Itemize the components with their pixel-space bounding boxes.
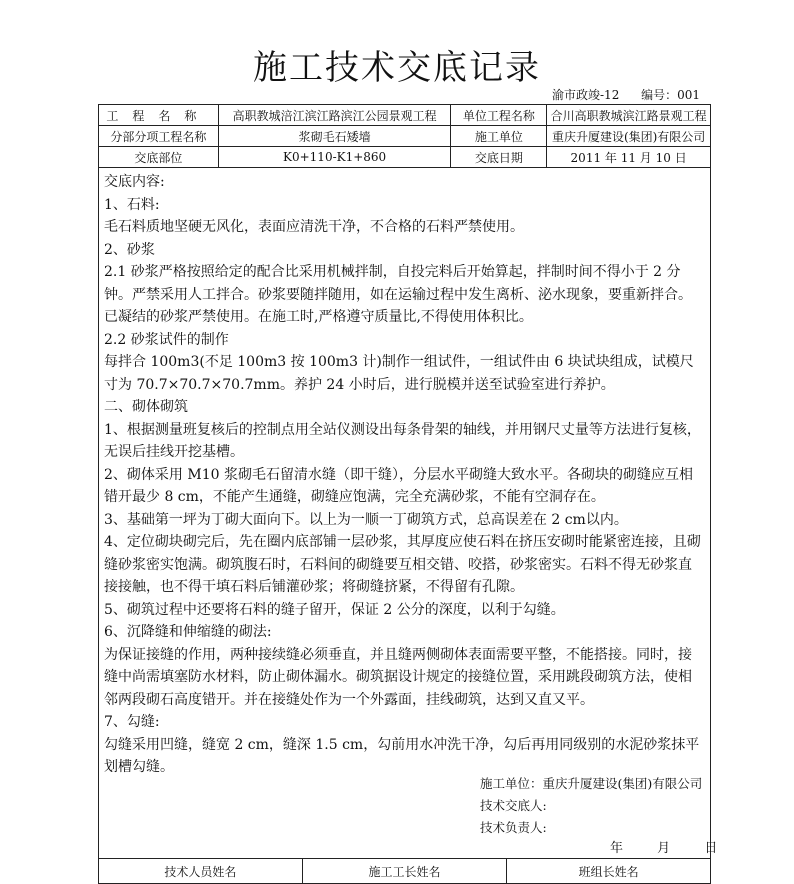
contractor-label: 施工单位 — [451, 126, 547, 147]
signature-block — [480, 773, 702, 839]
content-line: 1、石料: — [104, 196, 160, 213]
content-line: 2、砌体采用 M10 浆砌毛石留清水缝（即干缝），分层水平砌缝大致水平。各砌块的砌缝应互相错开最少 8 cm，不能产生通缝，砌缝应饱满，完全充满砂浆，不能有空洞存在。 — [104, 466, 693, 505]
project-name-value: 高职教城涪江滨江路滨江公园景观工程 — [218, 105, 451, 126]
date-value: 2011 年 11 月 10 日 — [547, 147, 711, 168]
sub-project-label: 分部分项工程名称 — [99, 126, 219, 147]
content-line: 2、砂浆 — [104, 241, 155, 258]
content-line: 5、砌筑过程中还要将石料的缝子留开，保证 2 公分的深度，以利于勾缝。 — [104, 601, 565, 618]
tech-staff-name-label: 技术人员姓名 — [99, 859, 303, 884]
header-row-project — [99, 105, 711, 126]
footer-row — [99, 859, 711, 884]
content-line: 勾缝采用凹缝，缝宽 2 cm，缝深 1.5 cm，勾前用水冲洗干净，勾后再用同级别的水泥砂浆抹平划槽勾缝。 — [104, 736, 700, 775]
signature-contractor: 施工单位：重庆升厦建设(集团)有限公司 — [480, 776, 703, 791]
signature-month: 月 — [657, 841, 671, 856]
sub-project-value: 浆砌毛石矮墙 — [218, 126, 451, 147]
header-row-location — [99, 147, 711, 168]
location-label: 交底部位 — [99, 147, 219, 168]
signature-date — [610, 837, 747, 856]
contractor-value: 重庆升厦建设(集团)有限公司 — [547, 126, 711, 147]
document-title: 施工技术交底记录 — [253, 48, 541, 88]
disclosure-content — [104, 171, 704, 779]
content-line: 4、定位砌块砌完后，先在圈内底部铺一层砂浆，其厚度应使石料在挤压安砌时能紧密连接，且砌缝砂浆密实饱满。砌筑腹石时，石料间的砌缝要互相交错、咬搭，砂浆密实。石料不得无砂浆直接接触，也不得干填石料后铺灌砂浆；将砌缝挤紧，不得留有孔隙。 — [104, 534, 701, 595]
doc-code: 渝市政竣-12 — [552, 88, 620, 102]
signature-year: 年 — [610, 841, 624, 856]
content-line: 二、砌体砌筑 — [104, 399, 188, 415]
content-line: 2.2 砂浆试件的制作 — [104, 331, 229, 348]
content-line: 1、根据测量班复核后的控制点用全站仪测设出每条骨架的轴线，并用钢尺丈量等方法进行复核，无误后挂线开挖基槽。 — [104, 421, 701, 460]
content-line: 交底内容: — [104, 174, 165, 190]
team-leader-name-label: 班组长姓名 — [507, 859, 711, 884]
disclosure-content-box — [98, 167, 711, 858]
content-line: 为保证接缝的作用，两种接续缝必须垂直，并且缝两侧砌体表面需要平整，不能搭接。同时，接缝中尚需填塞防水材料，防止砌体漏水。砌筑据设计规定的接缝位置，采用跳段砌筑方法，使相邻两段砌石高度错开。并在接缝处作为一个外露面，挂线砌筑，达到又直又平。 — [104, 646, 692, 708]
content-line: 每拌合 100m3(不足 100m3 按 100m3 计)制作一组试件，一组试件由 6 块试块组成，试模尺寸为 70.7×70.7×70.7mm。养护 24 小时后，进行脱模并送至试验室进行养护。 — [104, 354, 694, 393]
content-line: 2.1 砂浆严格按照给定的配合比采用机械拌制，自投完料后开始算起，拌制时间不得小于 2 分钟。严禁采用人工拌合。砂浆要随拌随用，如在运输过程中发生离析、泌水现象，要重新拌合。已凝结的砂浆严禁使用。在施工时,严格遵守质量比,不得使用体积比。 — [104, 264, 692, 325]
signature-tech-responsible: 技术负责人: — [480, 820, 547, 835]
signature-tech-discloser: 技术交底人: — [480, 798, 547, 813]
footer-table — [98, 858, 711, 884]
project-name-label: 工程名称 — [99, 105, 219, 126]
document-number — [552, 86, 718, 103]
content-line: 6、沉降缝和伸缩缝的砌法: — [104, 624, 272, 640]
header-table — [98, 104, 711, 168]
doc-serial: 编号：001 — [641, 88, 701, 102]
content-line: 3、基础第一坪为丁砌大面向下。以上为一顺一丁砌筑方式，总高误差在 2 cm以内。 — [104, 511, 628, 528]
date-label: 交底日期 — [451, 147, 547, 168]
content-line: 7、勾缝: — [104, 714, 160, 730]
unit-project-value: 合川高职教城滨江路景观工程 — [547, 105, 711, 126]
unit-project-label: 单位工程名称 — [451, 105, 547, 126]
foreman-name-label: 施工工长姓名 — [302, 859, 507, 884]
location-value: K0+110-K1+860 — [218, 147, 451, 168]
content-line: 毛石料质地坚硬无风化，表面应清洗干净，不合格的石料严禁使用。 — [104, 219, 524, 235]
header-row-subproject — [99, 126, 711, 147]
signature-day: 日 — [704, 841, 718, 856]
